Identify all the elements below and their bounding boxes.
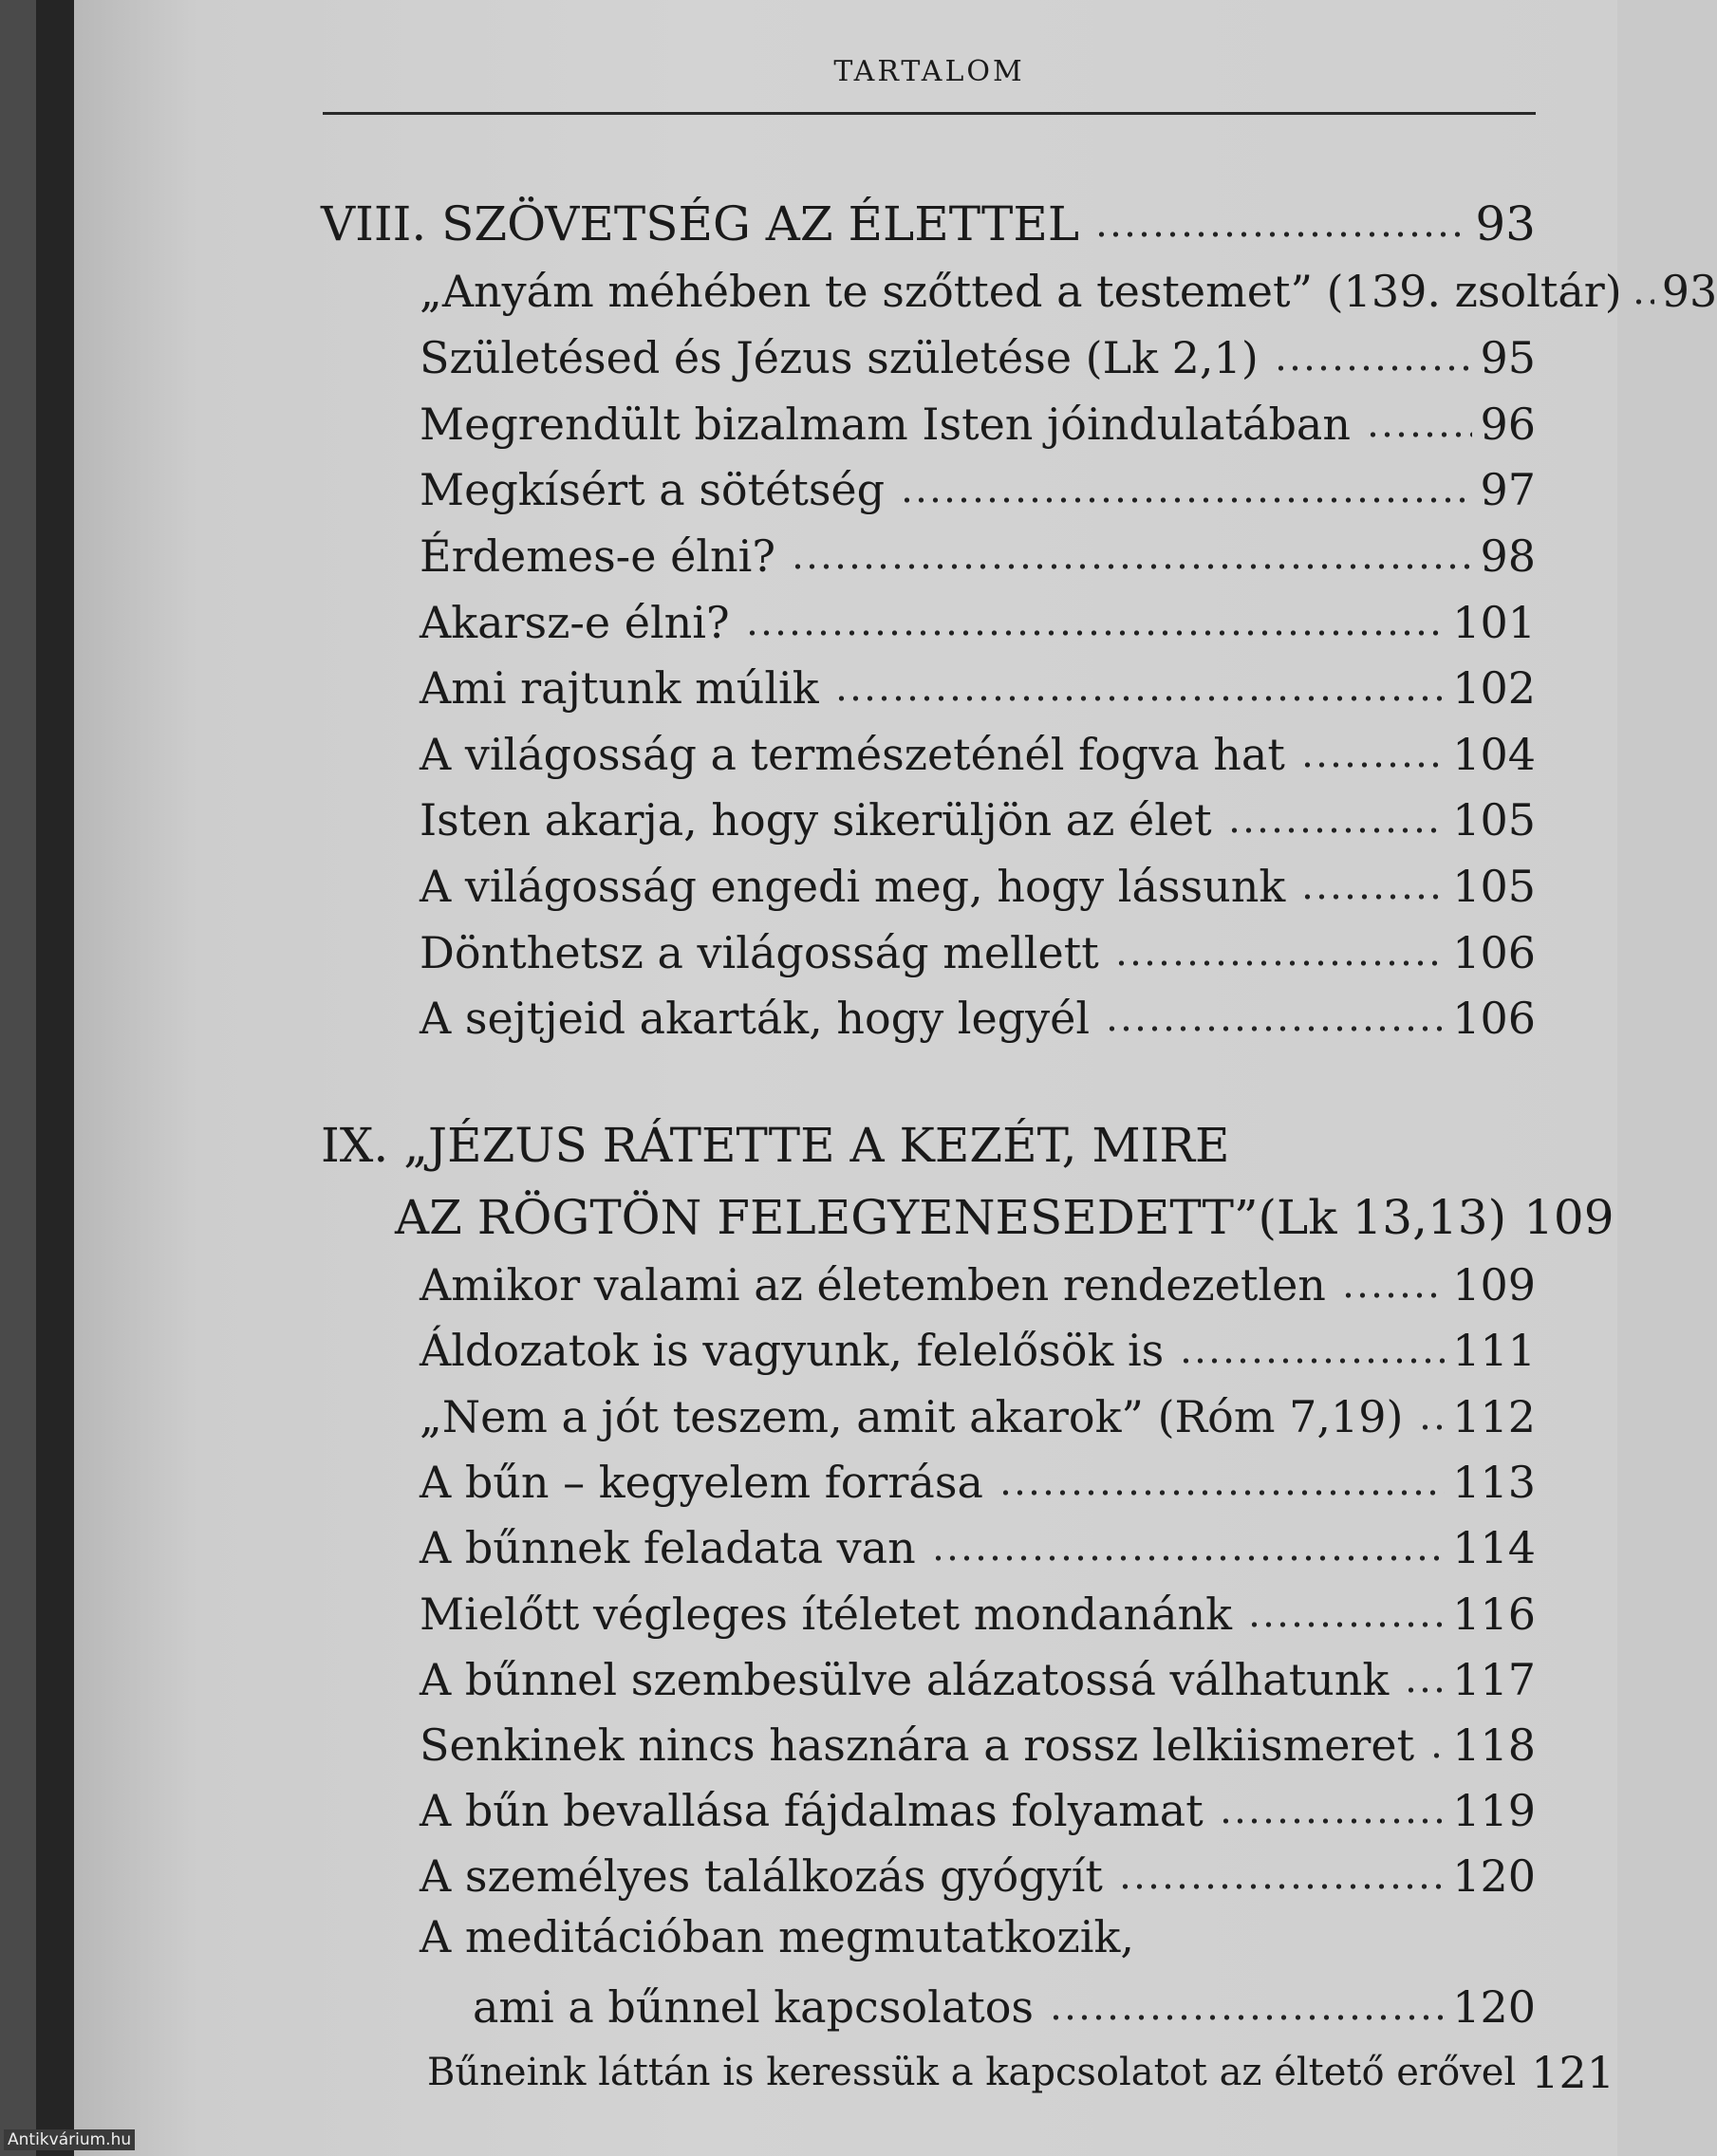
dot-leader [998,1490,1445,1496]
dot-leader [1049,2015,1445,2020]
dot-leader [1227,827,1446,833]
toc-entry [420,917,1536,983]
page-number: 119 [1452,1785,1536,1836]
dot-leader [1366,432,1472,437]
dot-leader [1300,762,1445,768]
page-number: 95 [1480,332,1536,383]
entry-title-line1: A meditációban megmutatkozik, [420,1911,1134,1962]
dot-leader [1341,1292,1445,1298]
page-number: 106 [1452,993,1536,1044]
chapter-heading [321,188,1536,254]
running-header: TARTALOM [833,55,1025,88]
entry-title: Isten akarja, hogy sikerüljön az élet [420,794,1212,846]
toc-entry [420,322,1536,388]
chapter-title: VIII. SZÖVETSÉG AZ ÉLETTEL [321,196,1080,251]
dot-leader [1300,894,1445,900]
toc-entry [420,652,1536,718]
toc-entry [420,1381,1536,1447]
header-rule [323,112,1536,115]
entry-title: Megrendült bizalmam Isten jóindulatában [420,399,1351,450]
toc-entry [420,1644,1536,1710]
entry-title: A bűn bevallása fájdalmas folyamat [420,1785,1204,1836]
dot-leader [1404,1687,1445,1693]
toc-entry [473,1971,1536,2037]
dot-leader [1105,1026,1445,1032]
chapter-title-line2: AZ RÖGTÖN FELEGYENESEDETT”(Lk 13,13) [395,1190,1507,1245]
page-number: 104 [1452,729,1536,780]
entry-title: A világosság a természeténél fogva hat [420,729,1285,780]
dot-leader [931,1555,1445,1561]
toc-entry [420,388,1536,455]
toc-entry [420,586,1536,653]
toc-entry [420,1840,1536,1906]
entry-title: A bűnnel szembesülve alázatossá válhatunk [420,1654,1390,1705]
dot-leader [1219,1818,1446,1824]
page-number: 102 [1452,662,1536,714]
entry-title: A sejtjeid akarták, hogy legyél [420,993,1091,1044]
entry-title: Születésed és Jézus születése (Lk 2,1) [420,332,1259,383]
entry-title: Bűneink láttán is keressük a kapcsolatot az éltető erővel [427,2051,1517,2094]
chapter-title-line1: IX. „JÉZUS RÁTETTE A KEZÉT, MIRE [321,1118,1230,1173]
page-number: 105 [1452,794,1536,846]
page-number: 116 [1452,1589,1536,1640]
entry-title: „Nem a jót teszem, amit akarok” (Róm 7,19) [420,1391,1404,1442]
entry-title: A személyes találkozás gyógyít [420,1850,1103,1902]
toc-entry [420,1446,1536,1513]
entry-title: Dönthetsz a világosság mellett [420,927,1099,978]
entry-title: Ami rajtunk múlik [420,662,819,714]
page-number: 113 [1452,1457,1536,1508]
page-number: 118 [1452,1719,1536,1771]
entry-title-line2: ami a bűnnel kapcsolatos [473,1981,1035,2033]
dot-leader [1418,1424,1445,1430]
toc-entry [420,784,1536,850]
page-number: 93 [1475,196,1536,251]
book-spine-shadow [36,0,74,2156]
entry-title: A bűn – kegyelem forrása [420,1457,983,1508]
toc-entry [420,1314,1536,1381]
entry-title: Amikor valami az életemben rendezetlen [420,1259,1326,1310]
page-number: 93 [1661,266,1717,317]
toc-entry [420,1578,1536,1645]
toc-entry [420,520,1536,586]
dot-leader [1274,365,1473,371]
page-number: 106 [1452,927,1536,978]
entry-title: A világosság engedi meg, hogy lássunk [420,861,1286,912]
page-number: 112 [1452,1391,1536,1442]
dot-leader [1247,1622,1445,1627]
dot-leader [745,630,1446,636]
toc-entry [420,1775,1536,1841]
entry-title: Mielőtt végleges ítéletet mondanánk [420,1589,1233,1640]
page-number: 98 [1480,530,1536,582]
book-spine-edge [0,0,36,2156]
toc-entry [420,718,1536,785]
toc-entry [420,850,1536,917]
dot-leader [1179,1358,1445,1364]
toc-entry [420,1709,1536,1775]
page-number: 120 [1452,1981,1536,2033]
entry-title: Áldozatok is vagyunk, felelősök is [420,1325,1165,1376]
entry-title: Akarsz-e élni? [420,597,730,648]
page-number: 105 [1452,861,1536,912]
entry-title: Érdemes-e élni? [420,530,776,582]
page-number: 109 [1452,1259,1536,1310]
toc-entry [420,1249,1536,1315]
entry-title: „Anyám méhében te szőtted a testemet” (139. zsoltár) [420,266,1622,317]
dot-leader [834,696,1446,701]
dot-leader [791,564,1472,569]
page-number: 120 [1452,1850,1536,1902]
dot-leader [900,497,1472,503]
page-number: 111 [1452,1325,1536,1376]
toc-entry [420,255,1717,322]
toc-entry [420,982,1536,1049]
entry-title: Megkísért a sötétség [420,464,886,515]
dot-leader [1118,1884,1445,1889]
page-number: 96 [1480,399,1536,450]
toc-entry [420,1512,1536,1578]
page-number: 117 [1452,1654,1536,1705]
watermark: Antikvárium.hu [4,2129,135,2150]
page-number: 97 [1480,464,1536,515]
toc-entry [420,454,1536,520]
toc-entry [427,2036,1615,2103]
entry-title: A bűnnek feladata van [420,1522,916,1573]
dot-leader [1632,299,1654,305]
page-number: 101 [1452,597,1536,648]
chapter-heading [395,1181,1614,1248]
dot-leader [1114,960,1446,966]
page-number: 114 [1452,1522,1536,1573]
dot-leader [1094,232,1467,237]
page-number: 109 [1523,1190,1614,1245]
entry-title: Senkinek nincs hasznára a rossz lelkiismeret [420,1719,1415,1771]
dot-leader [1429,1753,1445,1758]
page-number: 121 [1531,2047,1615,2098]
